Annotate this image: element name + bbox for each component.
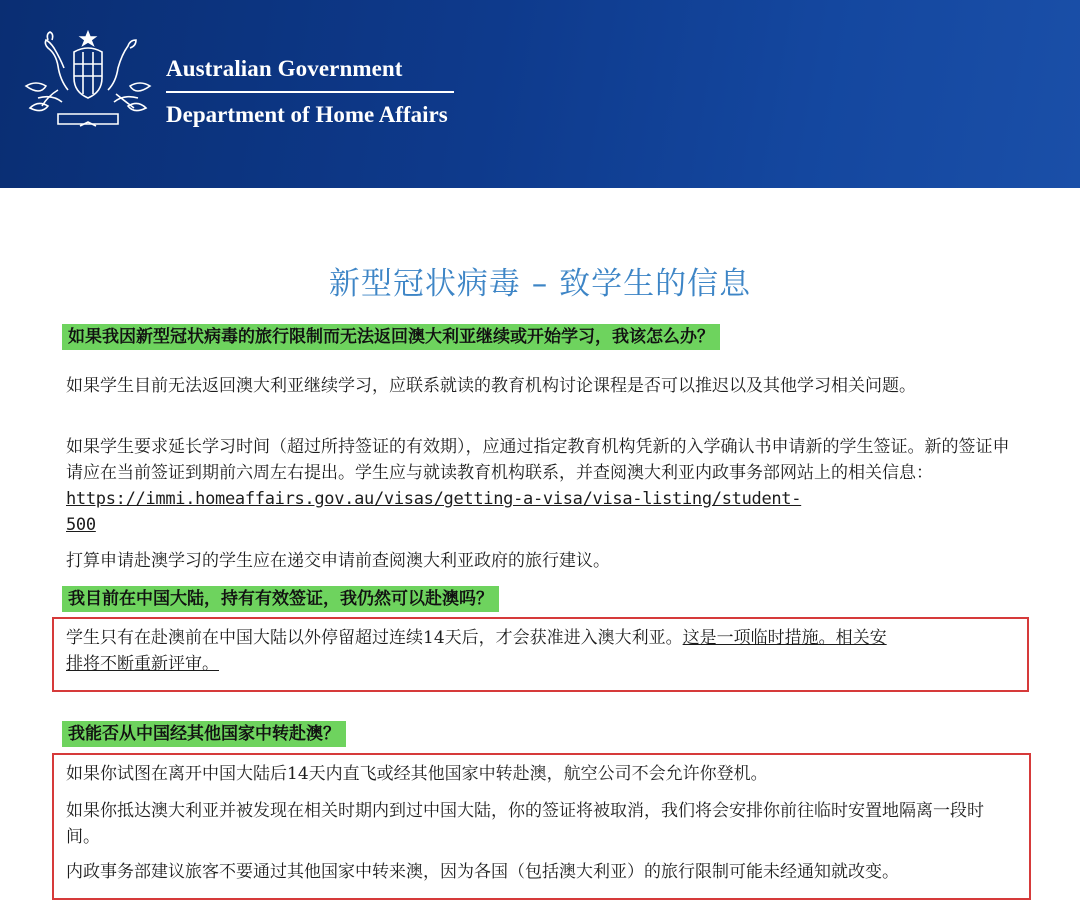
header-divider	[166, 91, 454, 93]
paragraph-travel-advice: 打算申请赴澳学习的学生应在递交申请前查阅澳大利亚政府的旅行建议。	[66, 551, 610, 571]
paragraph-14-days-text: 学生只有在赴澳前在中国大陆以外停留超过连续14天后，才会获准进入澳大利亚。	[66, 628, 683, 648]
header-banner	[0, 0, 1080, 188]
paragraph-visa-cancel: 如果你抵达澳大利亚并被发现在相关时期内到过中国大陆，你的签证将被取消，我们将会安排你前往临时安置地隔离一段时间。	[66, 801, 984, 847]
paragraph-14-days	[66, 625, 1016, 677]
temporary-measure-note: 这是一项临时措施。相关安	[682, 628, 887, 648]
question-transit: 我能否从中国经其他国家中转赴澳？	[62, 721, 346, 747]
question-valid-visa: 我目前在中国大陆，持有有效签证，我仍然可以赴澳吗？	[62, 586, 499, 612]
paragraph-transit-advice: 内政事务部建议旅客不要通过其他国家中转来澳，因为各国（包括澳大利亚）的旅行限制可能未经通知就改变。	[66, 862, 899, 882]
page-title: 新型冠状病毒 – 致学生的信息	[328, 266, 752, 302]
paragraph-extend-study	[66, 434, 1016, 538]
department-name: Department of Home Affairs	[166, 102, 448, 127]
paragraph-airline-boarding: 如果你试图在离开中国大陆后14天内直飞或经其他国家中转赴澳，航空公司不会允许你登机。	[66, 764, 768, 784]
government-name: Australian Government	[166, 56, 403, 81]
commonwealth-coat-of-arms-icon	[18, 28, 158, 130]
visa-link-line-1[interactable]: https://immi.homeaffairs.gov.au/visas/getting-a-visa/visa-listing/student-	[66, 489, 802, 509]
temporary-measure-note-cont: 排将不断重新评审。	[66, 654, 219, 674]
paragraph-contact-provider: 如果学生目前无法返回澳大利亚继续学习，应联系就读的教育机构讨论课程是否可以推迟以及其他学习相关问题。	[66, 376, 916, 396]
visa-link-line-2[interactable]: 500	[66, 515, 96, 535]
question-return-study: 如果我因新型冠状病毒的旅行限制而无法返回澳大利亚继续或开始学习，我该怎么办？	[62, 324, 720, 350]
paragraph-extend-study-text: 如果学生要求延长学习时间（超过所持签证的有效期），应通过指定教育机构凭新的入学确认书申请新的学生签证。新的签证申请应在当前签证到期前六周左右提出。学生应与就读教育机构联系，并查阅澳大利亚内政事务部网站上的相关信息：	[66, 437, 1010, 483]
